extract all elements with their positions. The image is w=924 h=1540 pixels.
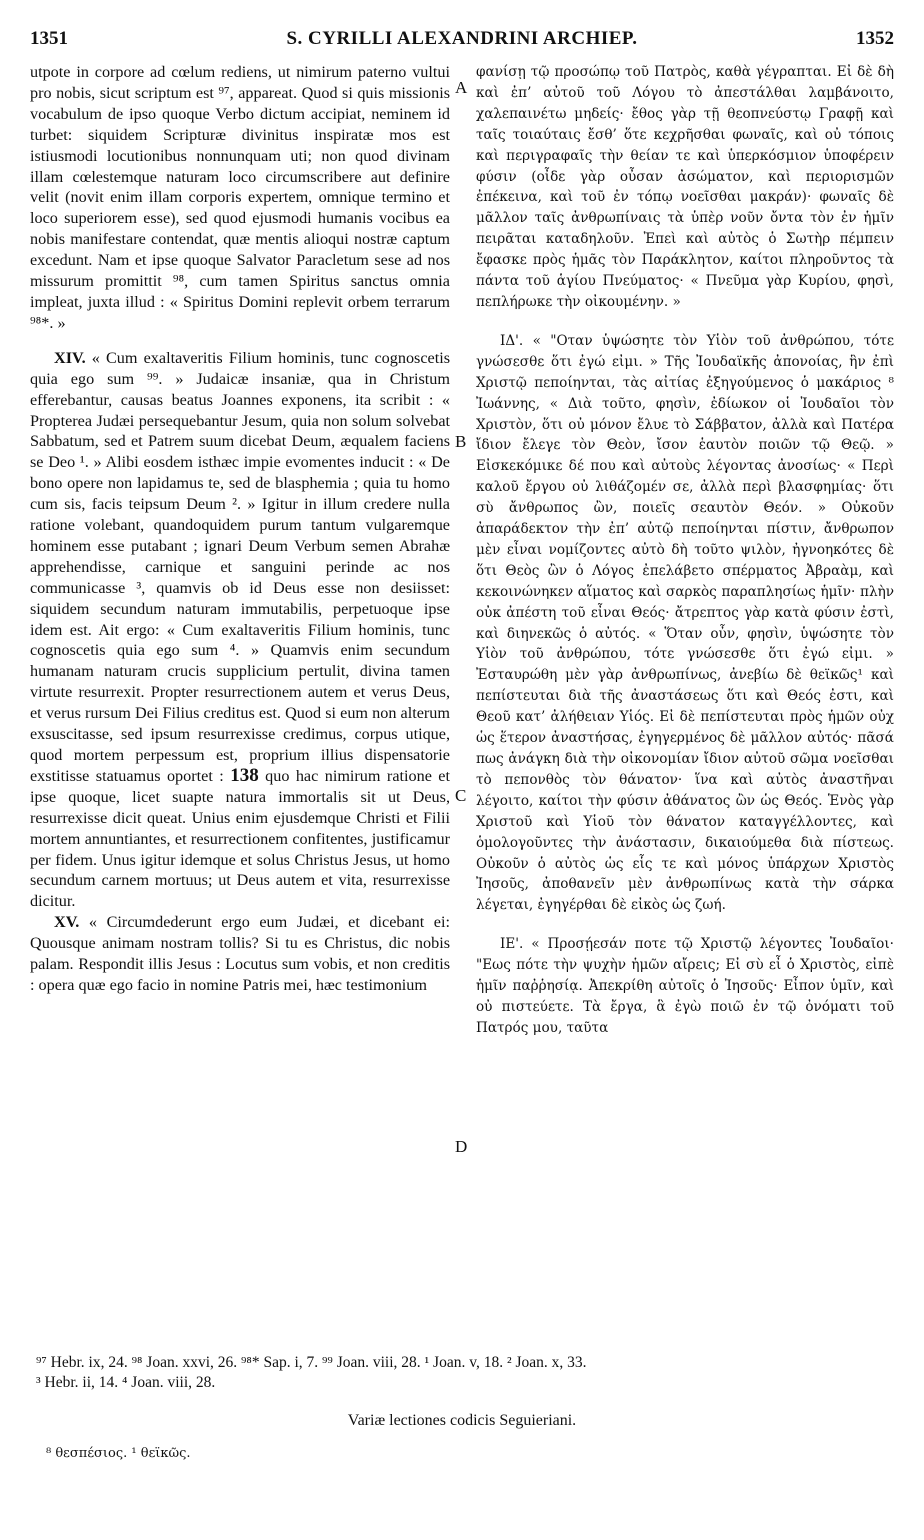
footnotes	[36, 1353, 896, 1393]
greek-paragraph-2: « "Οταν ὑψώσητε τὸν Υἱὸν τοῦ ἀνθρώπου, τότε γνώσεσθε ὅτι ἐγώ εἰμι. » Τῆς Ἰουδαϊκῆς ἀπονοίας, ἣν ἐπὶ Χριστῷ πεποίηνται, τὰς αἰτίας ἐξηγούμενος ὁ μακάριος ⁸ Ἰωάννης, « Διὰ τοῦτο, φησὶν, ἐδίωκον οἱ Ἰουδαῖοι τὸν Χριστὸν, ὅτι οὐ μόνον ἔλυε τὸ Σάββατον, ἀλλὰ καὶ Πατέρα ἴδιον ἔλεγε τὸν Θεὸν, ἴσον ἑαυτὸν ποιῶν τῷ Θεῷ. » Εἰσκεκόμικε δέ που καὶ αὐτοὺς λέγοντας ἀνοσίως· « Περὶ καλοῦ ἔργου οὐ λιθάζομέν σε, ἀλλὰ περὶ βλασφημίας· ὅτι σὺ ἄνθρωπος ὢν, ποιεῖς σεαυτὸν Θεόν. » Οὐκοῦν ἀπαράδεκτον τὴν ἐπ’ αὐτῷ πεποίηνται πίστιν, ἄνθρωπον μὲν εἶναι νομίζοντες αὐτὸ δὴ τοῦτο ψιλὸν, ἠγνοηκότες δὲ ὅτι Θεὸς ὢν ὁ Λόγος ἐπελάβετο σπέρματος Ἀβραὰμ, καὶ κεκοινώνηκεν αἵματος καὶ σαρκὸς παραπλησίως ἡμῖν· πλὴν οὐκ ἀπέστη τοῦ εἶναι Θεός· ἄτρεπτος γὰρ κατὰ φύσιν ἐστὶ, καὶ διηνεκῶς ὁ αὐτός. « Ὅταν οὖν, φησὶν, ὑψώσητε τὸν Υἱὸν τοῦ ἀνθρώπου, τότε γνώσεσθε ὅτι ἐγώ εἰμι. » Ἐσταυρώθη μὲν γὰρ ἀνθρωπίνως, ἀνεβίω δὲ θεϊκῶς¹ καὶ πεπίστευται διὰ τῆς ἀναστάσεως ὅτι καὶ Θεός ἐστι, καὶ Θεοῦ κατ’ ἀλήθειαν Υἱός. Εἰ δὲ πεπίστευται πρὸς ἡμῶν οὐχ ὡς ἕτερον ἀναστήσας, ἐγηγερμένος δὲ μᾶλλον αὐτός· πᾶσά πως ἀνάγκη διὰ τὴν οἰκονομίαν ἴδιον αὐτοῦ σῶμα νοεῖσθαι τὸ πεπονθὸς τὸν θάνατον· ἵνα καὶ αὐτὸς ἀναστῆναι λέγοιτο, καίτοι τὴν φύσιν ἀθάνατος ὢν ὡς Θεός. Ἑνὸς γὰρ Χριστοῦ καὶ Υἱοῦ τὸν θάνατον καταγγέλλοντες, καὶ ὁμολογοῦντες τὴν ἀνάστασιν, δικαιούμεθα διὰ πίστεως. Οὐκοῦν ὁ αὐτὸς ὡς εἷς τε καὶ μόνος ὑπάρχων Χριστὸς Ἰησοῦς, ἀποθανεῖν μὲν ἀνθρωπίνως κατὰ τὴν σάρκα λέγεται, ἐγηγέρθαι δὲ εἰκὸς ὡς ζωή.	[476, 332, 894, 914]
latin-section-xiv	[30, 348, 450, 912]
greek-section-id	[476, 331, 894, 916]
spacer	[476, 916, 894, 934]
latin-paragraph-2b: quo hac nimirum ratione et ipse quoque, licet suapte natura immortalis sit ut Deus, resurrexisse dicit queat. Unius enim ejusdemque Christi et Filii mortem annuntiantes, et resurrectionem confitentes, justificamur per fidem. Unus igitur idemque et solus Christus Jesus, ut homo secundum carnem mortuus; ut Deus autem et vita, resurrexisse dicitur.	[30, 766, 450, 911]
section-number-xiv: XIV.	[54, 348, 86, 367]
greek-column	[476, 62, 894, 1039]
greek-section-ie	[476, 934, 894, 1039]
page-header	[30, 28, 894, 54]
section-number-id: ΙΔ'.	[500, 332, 524, 349]
latin-paragraph-2: « Cum exaltaveritis Filium hominis, tunc cognoscetis quia ego sum ⁹⁹. » Judaicæ insaniæ, qua in Christum efferebantur, causas beatus Joannes exponens, ita scribit : « Propterea Judæi persequebantur Jesum, quia non solum solvebat Sabbatum, sed et Patrem suum dicebat Deum, æqualem faciens se Deo ¹. » Alibi eosdem isthæc impie evomentes inducit : « De bono opere non lapidamus te, sed de blasphemia ; quia tu homo cum sis, facis teipsum Deum ². » Igitur in illum credere nulla ratione volebant, quandoquidem purum tantum vulgaremque hominem esse putabant ; ignari Deum Verbum semen Abrahæ apprehendisse, carnique et sanguini perinde ac nos communicasse ³, quamvis ob id Deus esse non desiisset: siquidem secundum naturam immutabilis, perpetuoque ipse idem est. Ait ergo: « Cum exaltaveritis Filium hominis, tunc cognoscetis quia ego sum ⁴. » Quamvis enim secundum humanam naturam crucis supplicium pertulit, divina tamen virtute resurrexit. Propter resurrectionem autem et verus Deus, et verus rursum Dei Filius creditus est. Quod si eum non alterum exsuscitasse, sed ipsum resurrexisse credimus, corpus utique, quod mortem perpessum est, proprium illius dispensatorie exstitisse statuamus oportet :	[30, 348, 451, 785]
latin-paragraph-3: « Circumdederunt ergo eum Judæi, et dicebant ei: Quousque animam nostram tollis? Si tu es Christus, dic nobis palam. Respondit illis Jesus : Locutus sum vobis, et non creditis : opera quæ ego facio in nomine Patris mei, hæc testimonium	[30, 913, 450, 994]
spacer	[476, 313, 894, 331]
margin-marker-b: B	[455, 432, 467, 451]
margin-marker-a: A	[455, 78, 468, 97]
running-title: S. CYRILLI ALEXANDRINI ARCHIEP.	[286, 28, 638, 49]
footnote-line-1: ⁹⁷ Hebr. ix, 24. ⁹⁸ Joan. xxvi, 26. ⁹⁸* Sap. i, 7. ⁹⁹ Joan. viii, 28. ¹ Joan. v, 18. ² Joan. x, 33.	[36, 1354, 587, 1371]
page-number-right: 1352	[856, 28, 894, 49]
latin-paragraph-1: utpote in corpore ad cœlum rediens, ut nimirum paterno vultui pro nobis, sicut scriptum est ⁹⁷, appareat. Quod si quis missionis vocabulum de ipso quoque Verbo dictum accipiat, neminem id turbet: siquidem Scripturæ divinitus inspiratæ mos est istiusmodi locutionibus nonnunquam uti; non quod divinam illam cœlestemque naturam loco circumscribere aut definire velit (novit enim illam corporis expertem, omnique termino et loco superiorem esse), sed quod ejusmodi humanis vocibus ea nobis manifestare contendat, quæ mentis alioqui nostræ captum excedunt. Nam et ipse quoque Salvator Paracletum sese ad nos missurum promittit ⁹⁸, cum tamen Spiritus sanctus omnia impleat, juxta illud : « Spiritus Domini replevit orbem terrarum ⁹⁸*. »	[30, 63, 450, 332]
section-number-ie: ΙΕ'.	[500, 936, 524, 953]
margin-marker-c: C	[455, 786, 467, 805]
column-number: 138	[230, 764, 259, 786]
section-number-xv: XV.	[54, 913, 80, 932]
greek-paragraph-1: φανίσῃ τῷ προσώπῳ τοῦ Πατρὸς, καθὰ γέγραπται. Εἰ δὲ δὴ καὶ ἐπ’ αὐτοῦ τοῦ Λόγου τὸ ἀπεστάλθαι λαμβάνοιτο, χαλεπαινέτω μηδείς· ἔθος γὰρ τῇ θεοπνεύστῳ Γραφῇ καὶ ταῖς τοιαύταις ἔσθ’ ὅτε κεχρῆσθαι φωναῖς, καὶ οὐ τόποις καὶ περιγραφαῖς τὴν θείαν τε καὶ ὑπερκόσμιον ὑποφέρειν φύσιν (οἶδε γὰρ οὖσαν ἀσώματον, καὶ περιορισμῶν ἐπέκεινα, καὶ τοῦ ἐν τόπῳ νοεῖσθαι μακράν)· φωναῖς δὲ μᾶλλον ταῖς ἀνθρωπίναις τὰ ὑπὲρ νοῦν ὄντα τὸν ἐν ἡμῖν πειρᾶται καταδηλοῦν. Ἐπεὶ καὶ αὐτὸς ὁ Σωτὴρ πέμπειν ἔφασκε πρὸς ἡμᾶς τὸν Παράκλητον, καίτοι πληροῦντος τὰ πάντα τοῦ ἁγίου Πνεύματος· « Πνεῦμα γὰρ Κυρίου, φησὶ, πεπλήρωκε τὴν οἰκουμένην. »	[476, 64, 894, 310]
greek-paragraph-3: « Προσῄεσάν ποτε τῷ Χριστῷ λέγοντες Ἰουδαῖοι· "Εως πότε τὴν ψυχὴν ἡμῶν αἴρεις; Εἰ σὺ εἶ ὁ Χριστὸς, εἰπὲ ἡμῖν παῤῥησίᾳ. Ἀπεκρίθη αὐτοῖς ὁ Ἰησοῦς· Εἶπον ὑμῖν, καὶ οὐ πιστεύετε. Τὰ ἔργα, ἃ ἐγὼ ποιῶ ἐν τῷ ὀνόματι τοῦ Πατρός μου, ταῦτα	[476, 936, 894, 1036]
latin-column	[30, 62, 450, 996]
margin-marker-d: D	[455, 1137, 468, 1156]
spacer	[30, 334, 450, 348]
footnote-line-2: ³ Hebr. ii, 14. ⁴ Joan. viii, 28.	[36, 1374, 216, 1391]
variant-readings: ⁸ θεσπέσιος. ¹ θεϊκῶς.	[46, 1446, 191, 1461]
variae-lectiones-title: Variæ lectiones codicis Seguieriani.	[347, 1412, 577, 1429]
page-number-left: 1351	[30, 28, 68, 49]
latin-section-xv	[30, 912, 450, 996]
